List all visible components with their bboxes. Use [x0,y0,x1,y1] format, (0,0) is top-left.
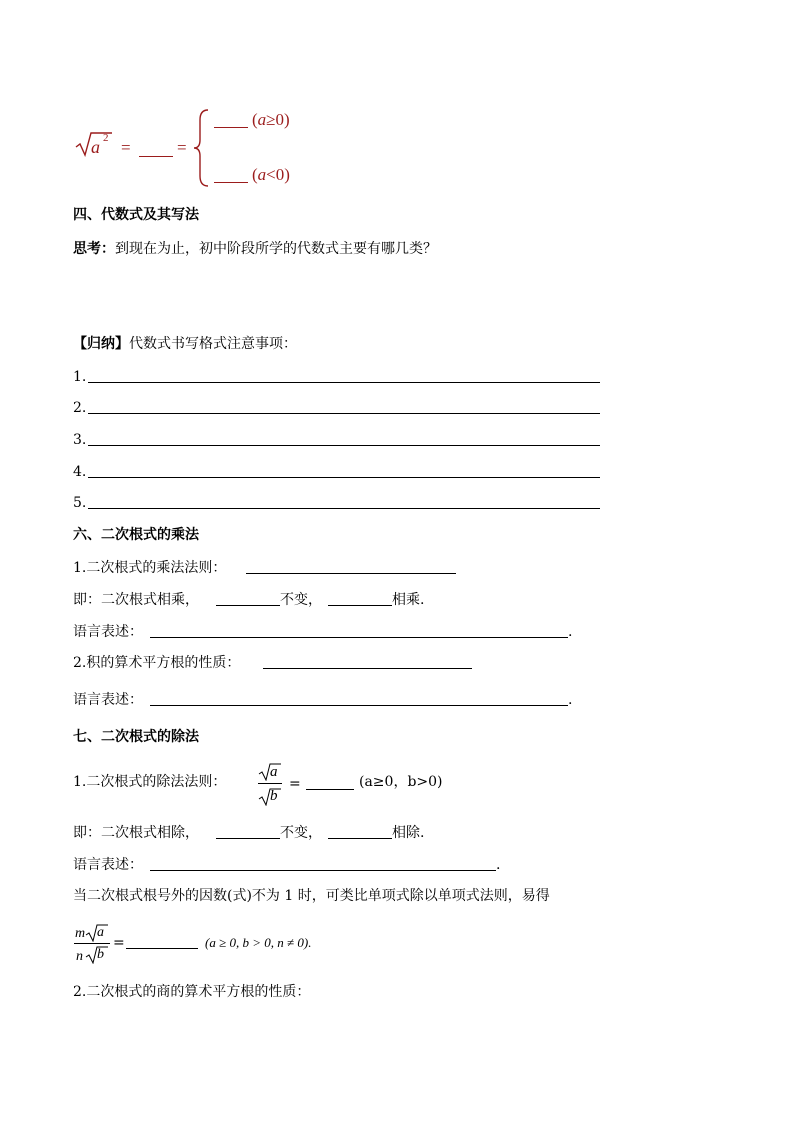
item-number: 4. [73,464,87,480]
mult-lang-label: 语言表述： [73,624,143,640]
case1-blank [214,127,248,128]
div-equals: = [289,776,301,792]
answer-line-1[interactable] [88,382,600,383]
case2-condition: (a<0) [252,165,290,184]
div-rule-condition: (a≥0，b>0) [359,774,443,790]
formula-blank-1 [139,156,173,157]
prop-lang-label: 语言表述： [73,692,143,708]
mult-ie-blank-1[interactable] [216,605,280,606]
mult-ie-mid: 不变， [280,592,322,608]
radicand-a: a [91,137,100,157]
exponent-2: 2 [103,132,109,144]
item-number: 5. [73,495,87,511]
mult-rule-blank[interactable] [246,573,456,574]
quotient-prop-label: 2.二次根式的商的算术平方根的性质： [73,984,311,1000]
mult-lang-end: . [568,624,573,640]
summary-text: 代数式书写格式注意事项： [129,336,297,352]
section4-heading: 四、代数式及其写法 [73,207,199,223]
think-label: 思考： [73,241,115,257]
summary-line [73,337,297,351]
think-text: 到现在为止，初中阶段所学的代数式主要有哪几类？ [115,241,437,257]
answer-line-4[interactable] [88,477,600,478]
div-ie-mid: 不变， [280,825,322,841]
mult-lang-blank[interactable] [150,637,568,638]
general-condition: (a ≥ 0, b > 0, n ≠ 0). [205,935,312,950]
product-prop-blank[interactable] [263,668,472,669]
general-equals: = [113,935,125,951]
summary-label: 【归纳】 [73,336,129,352]
div-ie-blank-2[interactable] [328,838,392,839]
product-prop-label: 2.积的算术平方根的性质： [73,655,241,671]
denominator-b: b [270,788,278,804]
numerator-a: a [270,764,278,780]
radicand-b-2: b [97,947,104,962]
prop-lang-end: . [568,692,573,708]
div-lang-label: 语言表述： [73,857,143,873]
section7-heading: 七、二次根式的除法 [73,729,199,745]
div-ie-blank-1[interactable] [216,838,280,839]
answer-line-2[interactable] [88,413,600,414]
div-rule-blank[interactable] [306,789,354,790]
fraction-bar-2 [74,943,110,944]
case1-condition: (a≥0) [252,110,290,129]
coef-m: m [75,926,86,941]
section6-heading: 六、二次根式的乘法 [73,527,199,543]
think-line [73,242,437,256]
item-number: 2. [73,400,87,416]
equals-sign-2: = [177,138,187,157]
case2-blank [214,182,248,183]
equals-sign-1: = [121,138,131,157]
radicand-a-2: a [97,925,104,940]
div-ie-prefix: 即：二次根式相除， [73,825,199,841]
mult-ie-suffix: 相乘. [392,592,425,608]
div-lang-blank[interactable] [150,870,496,871]
coef-n: n [76,949,83,964]
div-note-text: 当二次根式根号外的因数(式)不为 1 时，可类比单项式除以单项式法则，易得 [73,888,550,904]
div-ie-suffix: 相除. [392,825,425,841]
fraction-bar [258,783,282,784]
mult-ie-prefix: 即：二次根式相乘， [73,592,199,608]
item-number: 1. [73,369,87,385]
answer-line-5[interactable] [88,508,600,509]
general-blank[interactable] [126,948,198,949]
div-lang-end: . [496,857,501,873]
answer-line-3[interactable] [88,445,600,446]
left-brace [193,108,211,188]
prop-lang-blank[interactable] [150,705,568,706]
mult-rule-label: 1.二次根式的乘法法则： [73,560,227,576]
item-number: 3. [73,432,87,448]
mult-ie-blank-2[interactable] [328,605,392,606]
div-rule-label: 1.二次根式的除法法则： [73,774,227,790]
